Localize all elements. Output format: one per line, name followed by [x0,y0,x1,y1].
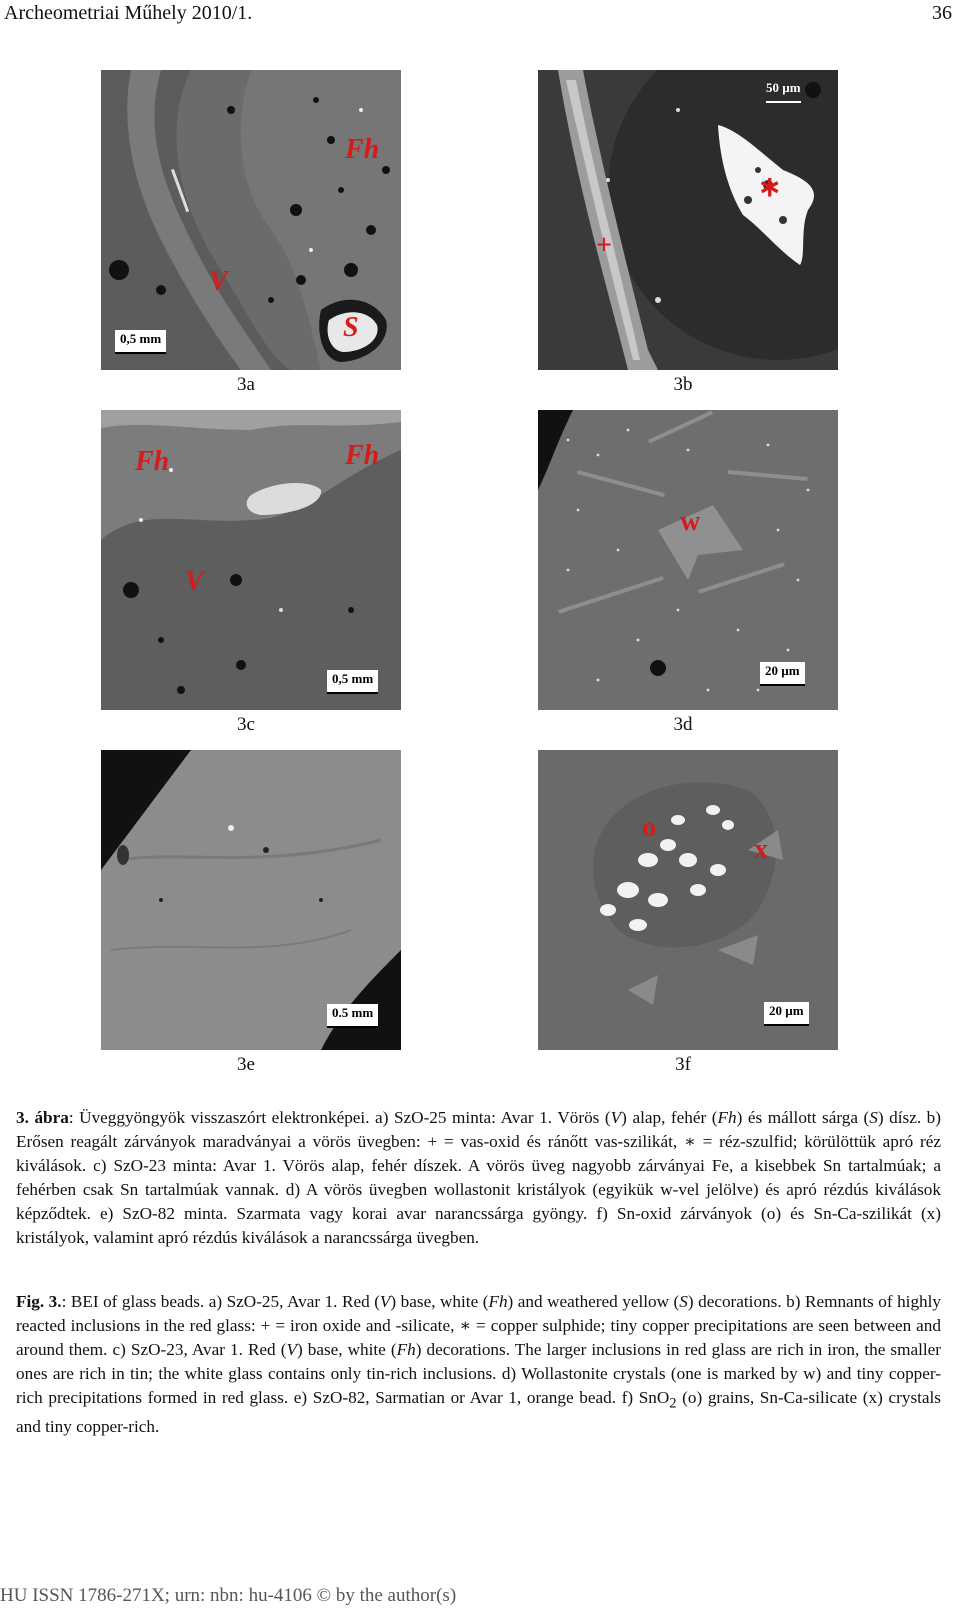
figure-label-3d: 3d [673,714,693,735]
scale-bar: 0,5 mm [327,670,378,694]
figure-label-3f: 3f [675,1054,691,1075]
figure-3f [538,750,838,1050]
marker-fh: Fh [345,134,380,165]
figure-label-3b: 3b [673,374,693,395]
scale-bar: 50 µm [766,80,801,103]
figure-label-3a: 3a [237,374,255,395]
caption-en-italic: Fh [396,1340,416,1359]
journal-title: Archeometriai Műhely 2010/1. [4,2,253,24]
figure-label-3e: 3e [237,1054,255,1075]
scale-bar: 0,5 mm [115,330,166,354]
caption-hungarian [16,1106,941,1250]
marker-fh-right: Fh [345,440,380,471]
caption-hu-italic: V [610,1108,622,1127]
caption-en-text: ) decorations. The larger inclusions in red glass are rich in iron, the smaller ones are rich in tin; the white glass contains only tin-rich inclusions. d) Wollastonite crystals (one is marked by w) and tiny copper-rich precipitations formed in red glass. e) SzO-82, Sarmatian or Avar 1, orange bead. f) SnO [16,1340,941,1407]
figure-label-3c: 3c [237,714,255,735]
marker-v: V [185,566,204,597]
page-number: 36 [932,2,952,24]
figure-3e [101,750,401,1050]
caption-hu-italic: S [869,1108,878,1127]
caption-en-subscript: 2 [669,1395,677,1412]
caption-en-text: ) and weathered yellow ( [507,1292,680,1311]
caption-hu-text: ) dísz. b) Erősen reagált zárványok maradványai a vörös üvegben: + = vas-oxid és ránőtt vas-szilikát, ∗ = réz-szulfid; körülöttük apró réz kiválások. c) SzO-23 minta: Avar 1. Vörös alap, fehér díszek. A vörös üveg nagyobb zárványai Fe, a kisebbek Sn tartalmúak; a fehérben csak Sn tartalmúak vannak. d) A vörös üvegben wollastonit kristályok (egyikük w-vel jelölve) és apró rézdús kiválások képződtek. e) SzO-82 minta. Szarmata vagy korai avar narancssárga gyöngy. f) Sn-oxid zárványok (o) és Sn-Ca-szilikát (x) kristályok, valamint apró rézdús kiválások a narancssárga üvegben. [16,1108,942,1247]
marker-x: x [754,834,768,865]
marker-asterisk: ∗ [758,172,782,203]
caption-hu-text: : Üveggyöngyök visszaszórt elektronképei. a) SzO-25 minta: Avar 1. Vörös ( [68,1108,611,1127]
caption-en-text: ) base, white ( [390,1292,489,1311]
bei-image-3b [538,70,838,370]
figure-3d [538,410,838,710]
figure-3b [538,70,838,370]
figure-3c [101,410,401,710]
caption-en-label: Fig. 3. [16,1292,62,1311]
scale-bar: 20 µm [760,662,805,686]
caption-en-italic: V [286,1340,297,1359]
scale-bar: 20 µm [764,1002,809,1026]
caption-en-text: ) base, white ( [296,1340,397,1359]
figure-3a [101,70,401,370]
caption-en-text: : BEI of glass beads. a) SzO-25, Avar 1. Red ( [61,1292,380,1311]
marker-o: o [642,812,656,843]
caption-hu-label: 3. ábra [16,1108,69,1127]
marker-plus: + [596,230,612,261]
page-footer: HU ISSN 1786-271X; urn: nbn: hu-4106 © by the author(s) [0,1585,457,1606]
marker-w: w [680,506,701,537]
marker-fh-left: Fh [135,446,170,477]
caption-en-italic: Fh [488,1292,508,1311]
caption-en-text: (o) grains, Sn-Ca-silicate (x) crystals and tiny copper-rich. [16,1388,941,1437]
caption-hu-italic: Fh [717,1108,737,1127]
caption-en-text: ) decorations. b) Remnants of highly reacted inclusions in the red glass: + = iron oxide and -silicate, ∗ = copper sulphide; tiny copper precipitations are seen between and around them. c) SzO-23, Avar 1. Red ( [16,1292,942,1359]
caption-hu-text: ) alap, fehér ( [621,1108,718,1127]
page-header [0,0,960,28]
scale-bar: 0.5 mm [327,1004,378,1028]
marker-s: S [343,312,359,343]
caption-english [16,1290,941,1439]
marker-v: V [209,266,228,297]
caption-hu-text: ) és mállott sárga ( [736,1108,870,1127]
caption-en-italic: S [679,1292,688,1311]
caption-en-italic: V [379,1292,391,1311]
